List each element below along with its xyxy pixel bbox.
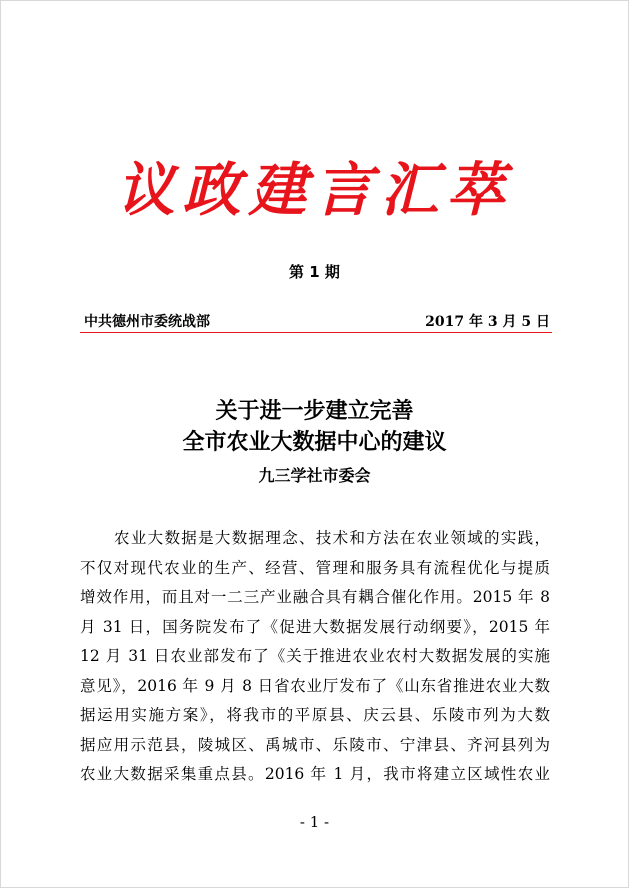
page-number: - 1 - <box>299 813 330 831</box>
author: 九三学社市委会 <box>258 466 371 485</box>
publication-date: 2017 年 3 月 5 日 <box>425 314 550 330</box>
title-line: 全市农业大数据中心的建议 <box>182 430 447 455</box>
body-line: 意见》，2016 年 9 月 8 日省农业厅发布了《山东省推进农业大数 <box>80 676 550 695</box>
header-divider <box>80 332 552 333</box>
title-line: 关于进一步建立完善 <box>215 399 414 424</box>
issue-number: 第 1 期 <box>289 263 340 281</box>
organization: 中共德州市委统战部 <box>84 314 210 330</box>
body-line: 农业大数据采集重点县。2016 年 1 月，我市将建立区域性农业 <box>80 765 550 783</box>
body-line: 月 31 日，国务院发布了《促进大数据发展行动纲要》，2015 年 <box>80 617 550 636</box>
body-line: 据应用示范县，陵城区、禹城市、乐陵市、宁津县、齐河县列为 <box>80 735 550 754</box>
document-title <box>0 396 629 458</box>
body-line: 12 月 31 日农业部发布了《关于推进农业农村大数据发展的实施 <box>80 647 550 665</box>
masthead-title: 议政建言汇萃 <box>116 156 513 224</box>
body-text <box>80 524 550 790</box>
body-line: 增效作用，而且对一二三产业融合具有耦合催化作用。2015 年 8 <box>80 588 550 606</box>
body-line: 不仅对现代农业的生产、经营、管理和服务具有流程优化与提质 <box>80 558 550 577</box>
publication-meta <box>84 310 550 332</box>
body-line: 据运用实施方案》，将我市的平原县、庆云县、乐陵市列为大数 <box>80 706 550 724</box>
body-line: 农业大数据是大数据理念、技术和方法在农业领域的实践， <box>114 529 550 547</box>
